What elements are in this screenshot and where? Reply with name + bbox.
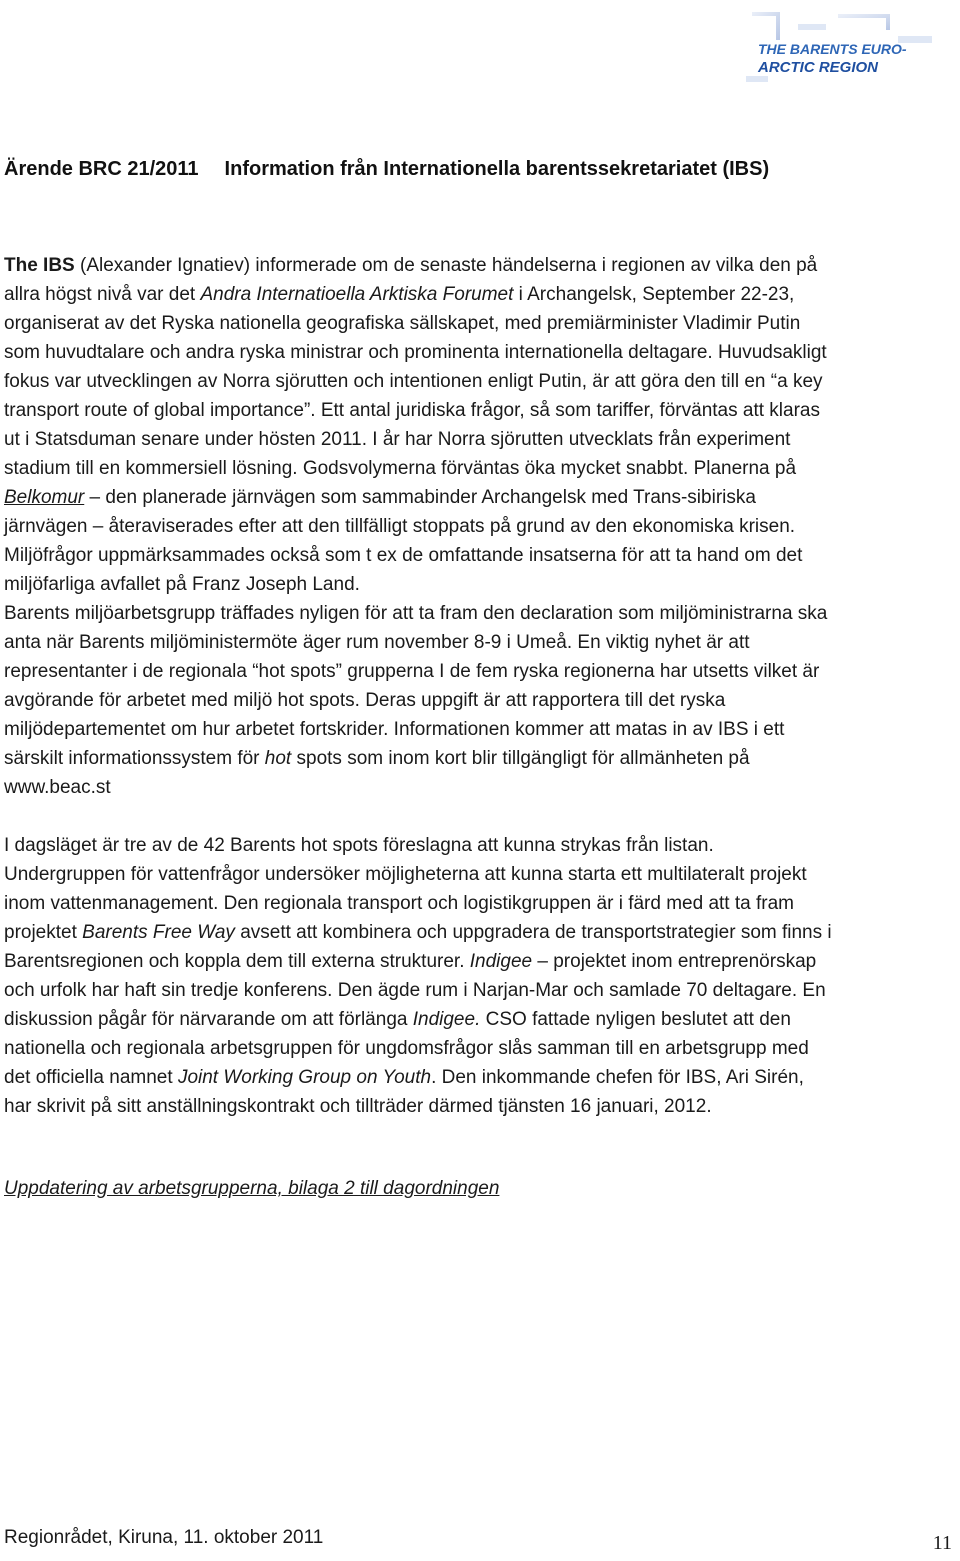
barents-euro-arctic-region-logo — [738, 6, 946, 106]
text-run: (Alexander Ignatiev) informerade om de senaste händelserna i regionen av vilka den på — [74, 255, 818, 276]
text-line — [4, 744, 956, 773]
text-line — [4, 918, 956, 947]
text-line — [4, 483, 956, 512]
text-run: The IBS — [4, 255, 75, 276]
case-number: Ärende BRC 21/2011 — [4, 158, 199, 180]
text-line — [4, 1005, 956, 1034]
text-run: – den planerade järnvägen som sammabinder Archangelsk med Trans-sibiriska — [84, 487, 756, 508]
text-line: inom vattenmanagement. Den regionala transport och logistikgruppen är i färd med att ta fram — [4, 893, 794, 914]
website-link[interactable]: www.beac.st — [4, 777, 111, 798]
text-line: och urfolk har haft sin tredje konferens. Den ägde rum i Narjan-Mar och samlade 70 deltagare. En — [4, 980, 826, 1001]
text-line — [4, 1063, 956, 1092]
text-line: miljödepartementet om hur arbetet fortskrider. Informationen kommer att matas in av IBS i ett — [4, 719, 785, 740]
footer-place-date: Regionrådet, Kiruna, 11. oktober 2011 — [4, 1527, 324, 1548]
text-line: järnvägen – återaviserades efter att den tillfälligt stoppats på grund av den ekonomiska krisen. — [4, 516, 796, 537]
text-line: avgörande för arbetet med miljö hot spots. Deras uppgift är att rapportera till det ryska — [4, 690, 726, 711]
body-text — [4, 251, 956, 1121]
text-run: diskussion pågår för närvarande om att förlänga — [4, 1009, 413, 1030]
text-run: – projektet inom entreprenörskap — [532, 951, 817, 972]
logo-line-2: ARCTIC REGION — [758, 59, 878, 76]
text-run: CSO fattade nyligen beslutet att den — [480, 1009, 791, 1030]
project-name: Barents Free Way — [82, 922, 235, 943]
belkomur-term: Belkomur — [4, 487, 85, 508]
text-run: avsett att kombinera och uppgradera de transportstrategier som finns i — [234, 922, 832, 943]
forum-name: Andra Internatioella Arktiska Forumet — [200, 284, 514, 305]
text-run: . Den inkommande chefen för IBS, Ari Sirén, — [431, 1067, 804, 1088]
text-run: projektet — [4, 922, 83, 943]
logo-line-1: THE BARENTS EURO- — [758, 41, 907, 57]
attachment-reference: Uppdatering av arbetsgrupperna, bilaga 2 till dagordningen — [4, 1178, 500, 1199]
paragraph-spacer — [4, 802, 956, 831]
hot-term: hot — [264, 748, 292, 769]
text-line: organiserat av det Ryska nationella geografiska sällskapet, med premiärminister Vladimir Putin — [4, 313, 801, 334]
text-run: allra högst nivå var det — [4, 284, 201, 305]
text-line: anta när Barents miljöministermöte äger rum november 8-9 i Umeå. En viktig nyhet är att — [4, 632, 750, 653]
heading-title: Information från Internationella barentssekretariatet (IBS) — [224, 158, 770, 180]
text-line: har skrivit på sitt anställningskontrakt och tillträder därmed tjänsten 16 januari, 2012. — [4, 1096, 712, 1117]
text-line: representanter i de regionala “hot spots” grupperna I de fem ryska regionerna har utsetts vilket är — [4, 661, 820, 682]
text-line: Undergruppen för vattenfrågor undersöker möjligheterna att kunna starta ett multilateralt projekt — [4, 864, 807, 885]
project-name: Indigee — [469, 951, 533, 972]
project-name: Indigee. — [412, 1009, 481, 1030]
text-run: i Archangelsk, September 22-23, — [513, 284, 795, 305]
text-run: särskilt informationssystem för — [4, 748, 265, 769]
text-line: stadium till en kommersiell lösning. Godsvolymerna förväntas öka mycket snabbt. Planerna på — [4, 458, 797, 479]
text-line: miljöfarliga avfallet på Franz Joseph Land. — [4, 574, 360, 595]
text-line: transport route of global importance”. Ett antal juridiska frågor, så som tariffer, förväntas att klaras — [4, 400, 820, 421]
text-line: fokus var utvecklingen av Norra sjörutten och intentionen enligt Putin, är att göra den till en “a key — [4, 371, 823, 392]
text-line — [4, 280, 956, 309]
page-number: 11 — [932, 1532, 952, 1554]
text-line — [4, 251, 956, 280]
text-line: Barents miljöarbetsgrupp träffades nyligen för att ta fram den declaration som miljöministrarna ska — [4, 603, 828, 624]
text-line: Miljöfrågor uppmärksammades också som t ex de omfattande insatserna för att ta hand om det — [4, 545, 803, 566]
text-line: I dagsläget är tre av de 42 Barents hot spots föreslagna att kunna strykas från listan. — [4, 835, 714, 856]
text-run: det officiella namnet — [4, 1067, 178, 1088]
group-name: Joint Working Group on Youth — [177, 1067, 432, 1088]
text-line: nationella och regionala arbetsgruppen för ungdomsfrågor slås samman till en arbetsgrupp med — [4, 1038, 809, 1059]
text-run: Barentsregionen och koppla dem till externa strukturer. — [4, 951, 470, 972]
agenda-item-heading — [4, 158, 956, 181]
text-line: ut i Statsduman senare under hösten 2011. I år har Norra sjörutten utvecklats från experiment — [4, 429, 791, 450]
text-line — [4, 947, 956, 976]
text-run: spots som inom kort blir tillgängligt för allmänheten på — [291, 748, 750, 769]
text-line: som huvudtalare och andra ryska ministrar och prominenta internationella deltagare. Huvudsakligt — [4, 342, 827, 363]
